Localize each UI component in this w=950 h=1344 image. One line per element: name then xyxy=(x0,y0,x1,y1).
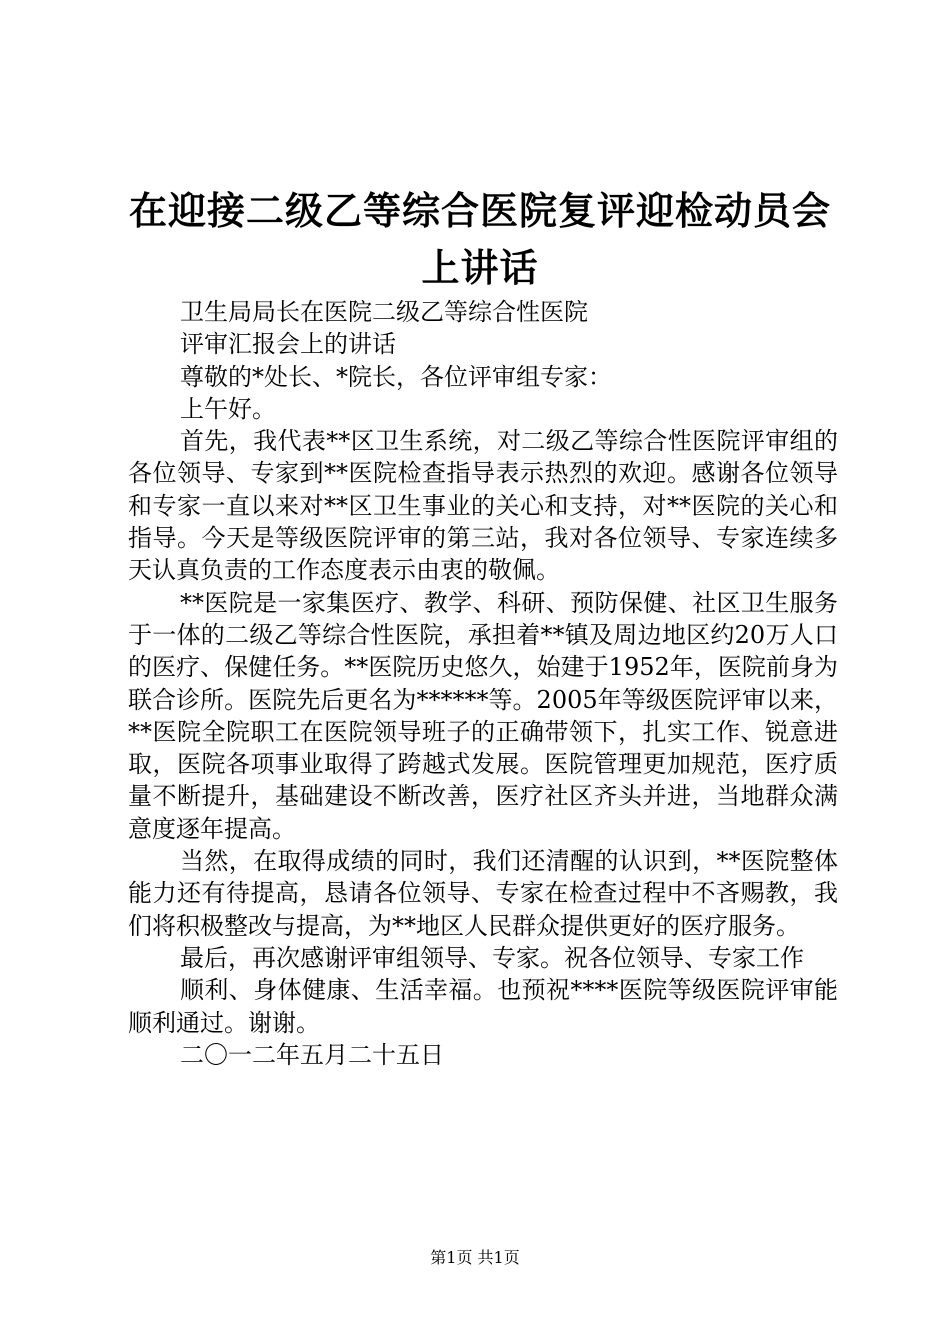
greeting: 上午好。 xyxy=(180,394,276,423)
paragraph-4: 最后，再次感谢评审组领导、专家。祝各位领导、专家工作 xyxy=(180,943,804,972)
page-footer: 第1页 共1页 xyxy=(430,1248,520,1267)
subtitle-line-1: 卫生局局长在医院二级乙等综合性医院 xyxy=(180,298,588,326)
date-line: 二〇一二年五月二十五日 xyxy=(180,1040,444,1069)
document-title: 在迎接二级乙等综合医院复评迎检动员会上讲话 xyxy=(128,188,831,290)
paragraph-1: 首先，我代表**区卫生系统，对二级乙等综合性医院评审组的各位领导、专家到**医院检查指导表示热烈的欢迎。感谢各位领导和专家一直以来对**区卫生事业的关心和支持，对**医院的关心和指导。今天是等级医院评审的第三站，我对各位领导、专家连续多天认真负责的工作态度表示由衷的敬佩。 xyxy=(128,427,838,585)
paragraph-3: 当然，在取得成绩的同时，我们还清醒的认识到，**医院整体能力还有待提高，恳请各位领导、专家在检查过程中不吝赐教，我们将积极整改与提高，为**地区人民群众提供更好的医疗服务。 xyxy=(128,847,838,940)
paragraph-2: **医院是一家集医疗、教学、科研、预防保健、社区卫生服务于一体的二级乙等综合性医院，承担着**镇及周边地区约20万人口的医疗、保健任务。**医院历史悠久，始建于1952年，医院前身为联合诊所。医院先后更名为******等。2005年等级医院评审以来，**医院全院职工在医院领导班子的正确带领下，扎实工作、锐意进取，医院各项事业取得了跨越式发展。医院管理更加规范，医疗质量不断提升，基础建设不断改善，医疗社区齐头并进，当地群众满意度逐年提高。 xyxy=(128,588,838,843)
document-body xyxy=(128,296,838,1071)
salutation: 尊敬的*处长、*院长，各位评审组专家： xyxy=(180,362,612,391)
paragraph-5: 顺利、身体健康、生活幸福。也预祝****医院等级医院评审能顺利通过。谢谢。 xyxy=(128,976,838,1037)
subtitle-line-2: 评审汇报会上的讲话 xyxy=(180,330,396,359)
